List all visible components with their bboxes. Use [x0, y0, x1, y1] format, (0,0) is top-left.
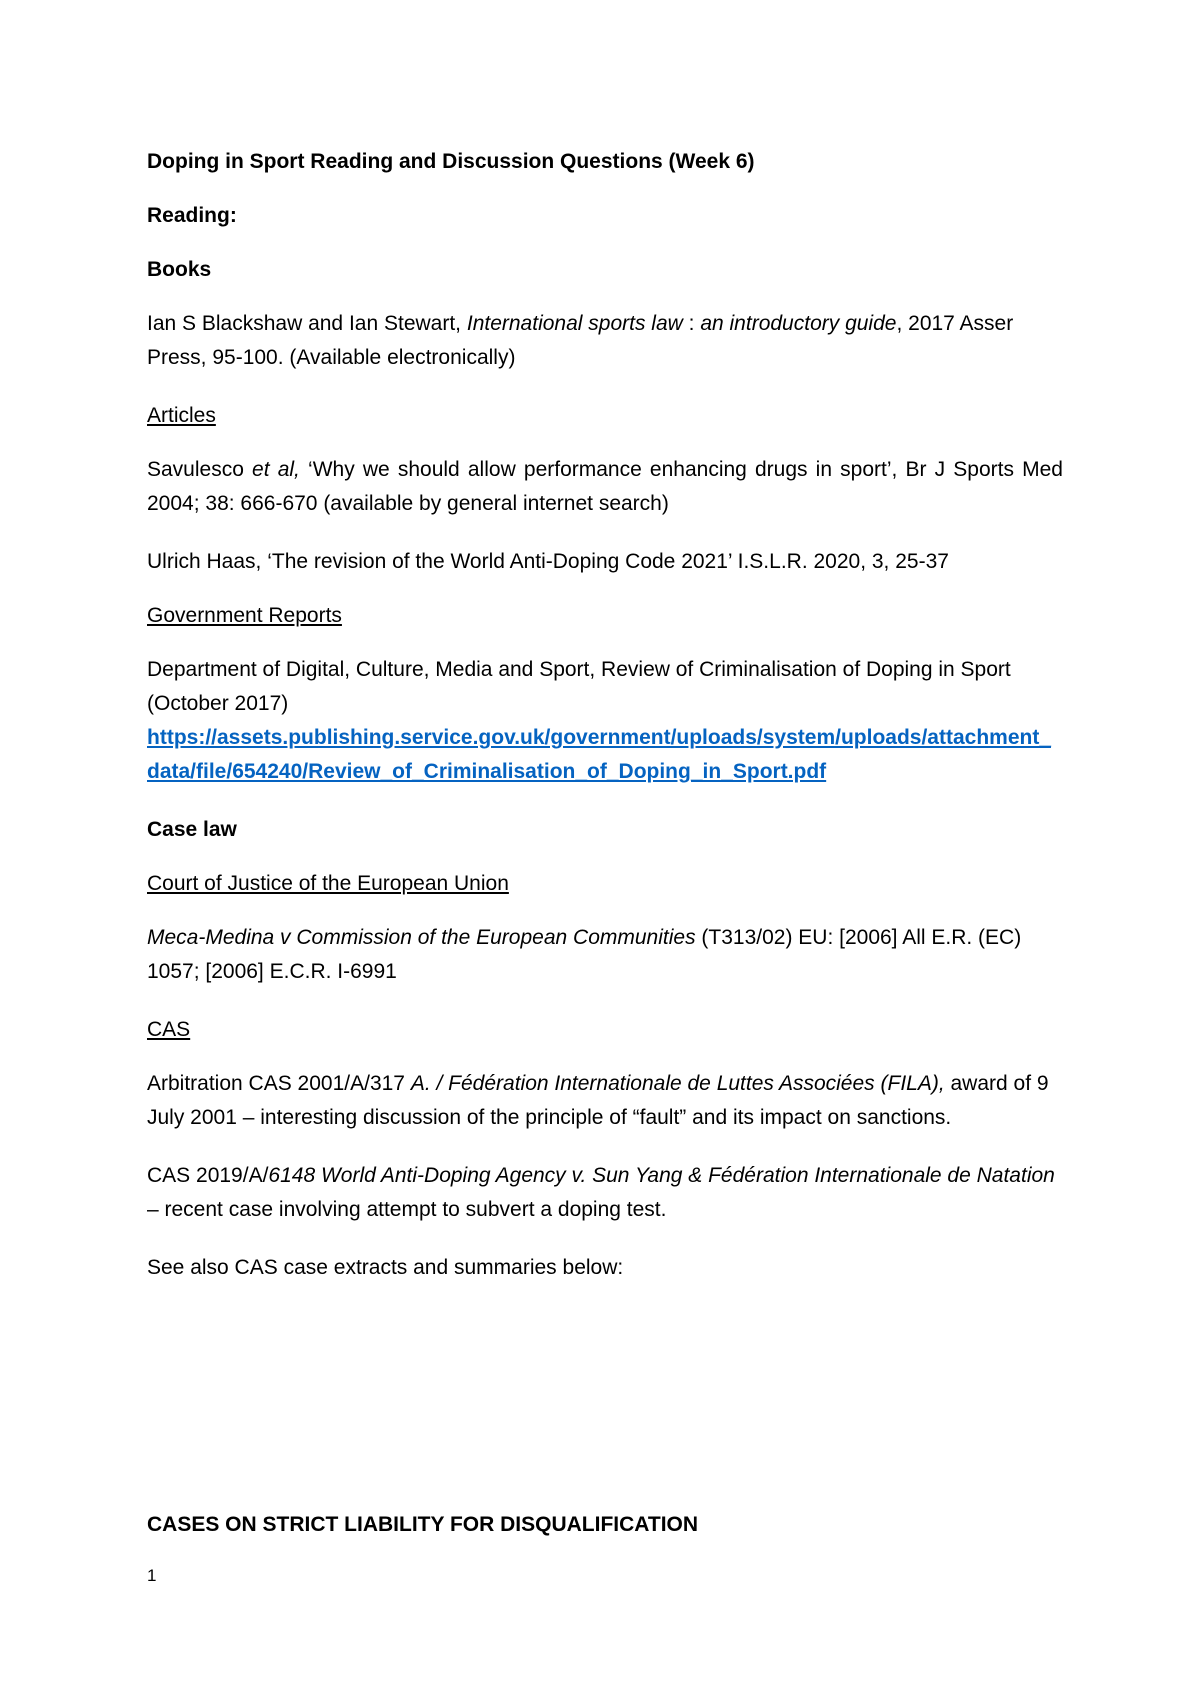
cas-heading: CAS: [147, 1018, 191, 1041]
government-report-link[interactable]: [147, 726, 1051, 783]
article-author: Savulesco: [147, 458, 253, 481]
articles-heading: Articles: [147, 404, 216, 427]
article-details: ‘Why we should allow performance enhancing drugs in sport’, Br J Sports Med 2004; 38: 666-670 (available by general internet search): [147, 458, 1063, 515]
document-title: Doping in Sport Reading and Discussion Questions (Week 6): [147, 150, 755, 173]
book-citation: [147, 307, 1063, 375]
cas-case-fila-details: award of 9 July 2001 – interesting discussion of the principle of “fault” and its impact on sanctions.: [147, 1072, 1049, 1129]
cas-case-fila-prefix: Arbitration CAS 2001/A/317: [147, 1072, 411, 1095]
case-law-heading: Case law: [147, 818, 237, 841]
cas-case-fila: [147, 1067, 1063, 1135]
article-citation-savulesco: [147, 453, 1063, 521]
article-citation-haas: Ulrich Haas, ‘The revision of the World Anti-Doping Code 2021’ I.S.L.R. 2020, 3, 25-37: [147, 550, 949, 573]
page-number: 1: [147, 1566, 157, 1585]
book-details: , 2017 Asser Press, 95-100. (Available electronically): [147, 312, 1014, 369]
cas-case-sun-yang: [147, 1159, 1063, 1227]
government-report-text: Department of Digital, Culture, Media and Sport, Review of Criminalisation of Doping in Sport (October 2017): [147, 658, 1011, 715]
cas-case-fila-name: A. / Fédération Internationale de Luttes Associées (FILA),: [410, 1072, 945, 1095]
government-report-citation: [147, 653, 1063, 789]
book-title-separator: :: [682, 312, 701, 335]
cas-case-sun-yang-name: 6148 World Anti-Doping Agency v. Sun Yang & Fédération Internationale de Natation: [268, 1164, 1055, 1187]
see-also-note: See also CAS case extracts and summaries below:: [147, 1256, 624, 1279]
strict-liability-heading: CASES ON STRICT LIABILITY FOR DISQUALIFICATION: [147, 1513, 699, 1536]
government-report-url-line2: data/file/654240/Review_of_Criminalisation_of_Doping_in_Sport.pdf: [147, 760, 827, 783]
cas-case-sun-yang-prefix: CAS 2019/A/: [147, 1164, 269, 1187]
cas-case-sun-yang-details: – recent case involving attempt to subvert a doping test.: [147, 1198, 667, 1221]
cjeu-case-citation: [147, 921, 1063, 989]
cjeu-case-details: (T313/02) EU: [2006] All E.R. (EC) 1057; [2006] E.C.R. I-6991: [147, 926, 1022, 983]
cjeu-heading: Court of Justice of the European Union: [147, 872, 509, 895]
government-reports-heading: Government Reports: [147, 604, 342, 627]
book-authors: Ian S Blackshaw and Ian Stewart,: [147, 312, 462, 335]
books-heading: Books: [147, 258, 212, 281]
article-etal: et al,: [252, 458, 300, 481]
government-report-url-line1: https://assets.publishing.service.gov.uk/government/uploads/system/uploads/attachment_: [147, 726, 1051, 749]
cjeu-case-name: Meca-Medina v Commission of the European Communities: [147, 926, 696, 949]
book-subtitle: an introductory guide: [700, 312, 897, 335]
book-title: International sports law: [466, 312, 683, 335]
reading-label: Reading:: [147, 204, 237, 227]
